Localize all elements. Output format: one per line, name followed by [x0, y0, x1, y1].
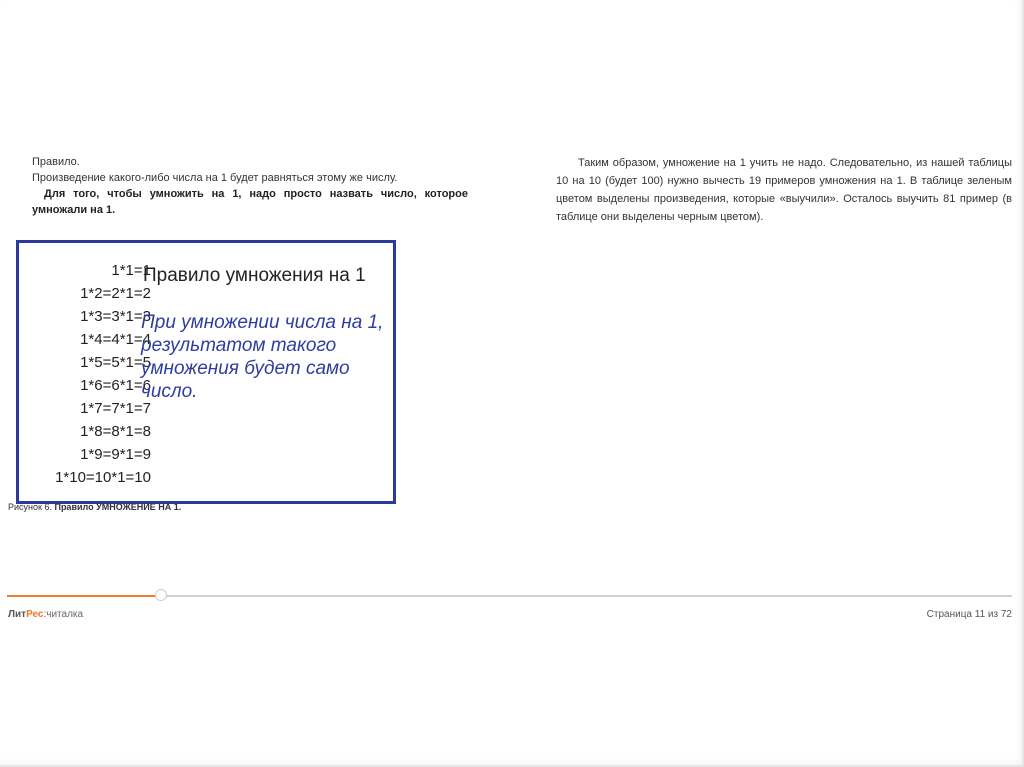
brand-part-reader: :читалка	[43, 609, 84, 620]
equation-line: 1*9=9*1=9	[80, 446, 151, 463]
equation-line: 1*5=5*1=5	[80, 354, 151, 371]
progress-fill	[7, 595, 161, 597]
rule-text: Произведение какого-либо числа на 1 будет равняться этому же числу.	[32, 172, 398, 184]
equation-line: 1*7=7*1=7	[80, 400, 151, 417]
equation-line: 1*2=2*1=2	[80, 285, 151, 302]
equation-list	[19, 259, 151, 489]
left-text-column	[32, 154, 468, 218]
brand-part-res: Рес	[26, 609, 44, 620]
progress-slider-handle[interactable]	[155, 589, 167, 601]
equation-line: 1*10=10*1=10	[55, 469, 151, 486]
right-paragraph: Таким образом, умножение на 1 учить не надо. Следовательно, из нашей таблицы 10 на 10 (будет 100) нужно вычесть 19 примеров умножения на 1. В таблице зеленым цветом выделены произведения, которые «выучили». Осталось выучить 81 пример (в таблице они выделены черным цветом).	[556, 157, 1012, 223]
figure-rule-text: При умножении числа на 1, результатом такого умножения будет само число.	[141, 312, 384, 402]
page-counter: Страница 11 из 72	[926, 609, 1012, 620]
reading-progress-bar[interactable]	[7, 595, 1012, 597]
equation-line: 1*6=6*1=6	[80, 377, 151, 394]
litres-logo[interactable]	[8, 609, 83, 620]
rule-bold-text: Для того, чтобы умножить на 1, надо просто назвать число, которое умножали на 1.	[32, 188, 468, 216]
brand-part-lit: Лит	[8, 609, 27, 620]
equation-line: 1*1=1	[111, 262, 151, 279]
caption-title: Правило УМНОЖЕНИЕ НА 1.	[54, 502, 182, 512]
rule-label: Правило.	[32, 156, 80, 168]
equation-line: 1*4=4*1=4	[80, 331, 151, 348]
equation-line: 1*8=8*1=8	[80, 423, 151, 440]
figure-title: Правило умножения на 1	[143, 265, 366, 286]
right-text-column	[556, 154, 1012, 226]
rule-figure	[16, 240, 396, 504]
equation-line: 1*3=3*1=3	[80, 308, 151, 325]
figure-caption	[8, 502, 181, 512]
caption-prefix: Рисунок 6.	[8, 502, 52, 512]
